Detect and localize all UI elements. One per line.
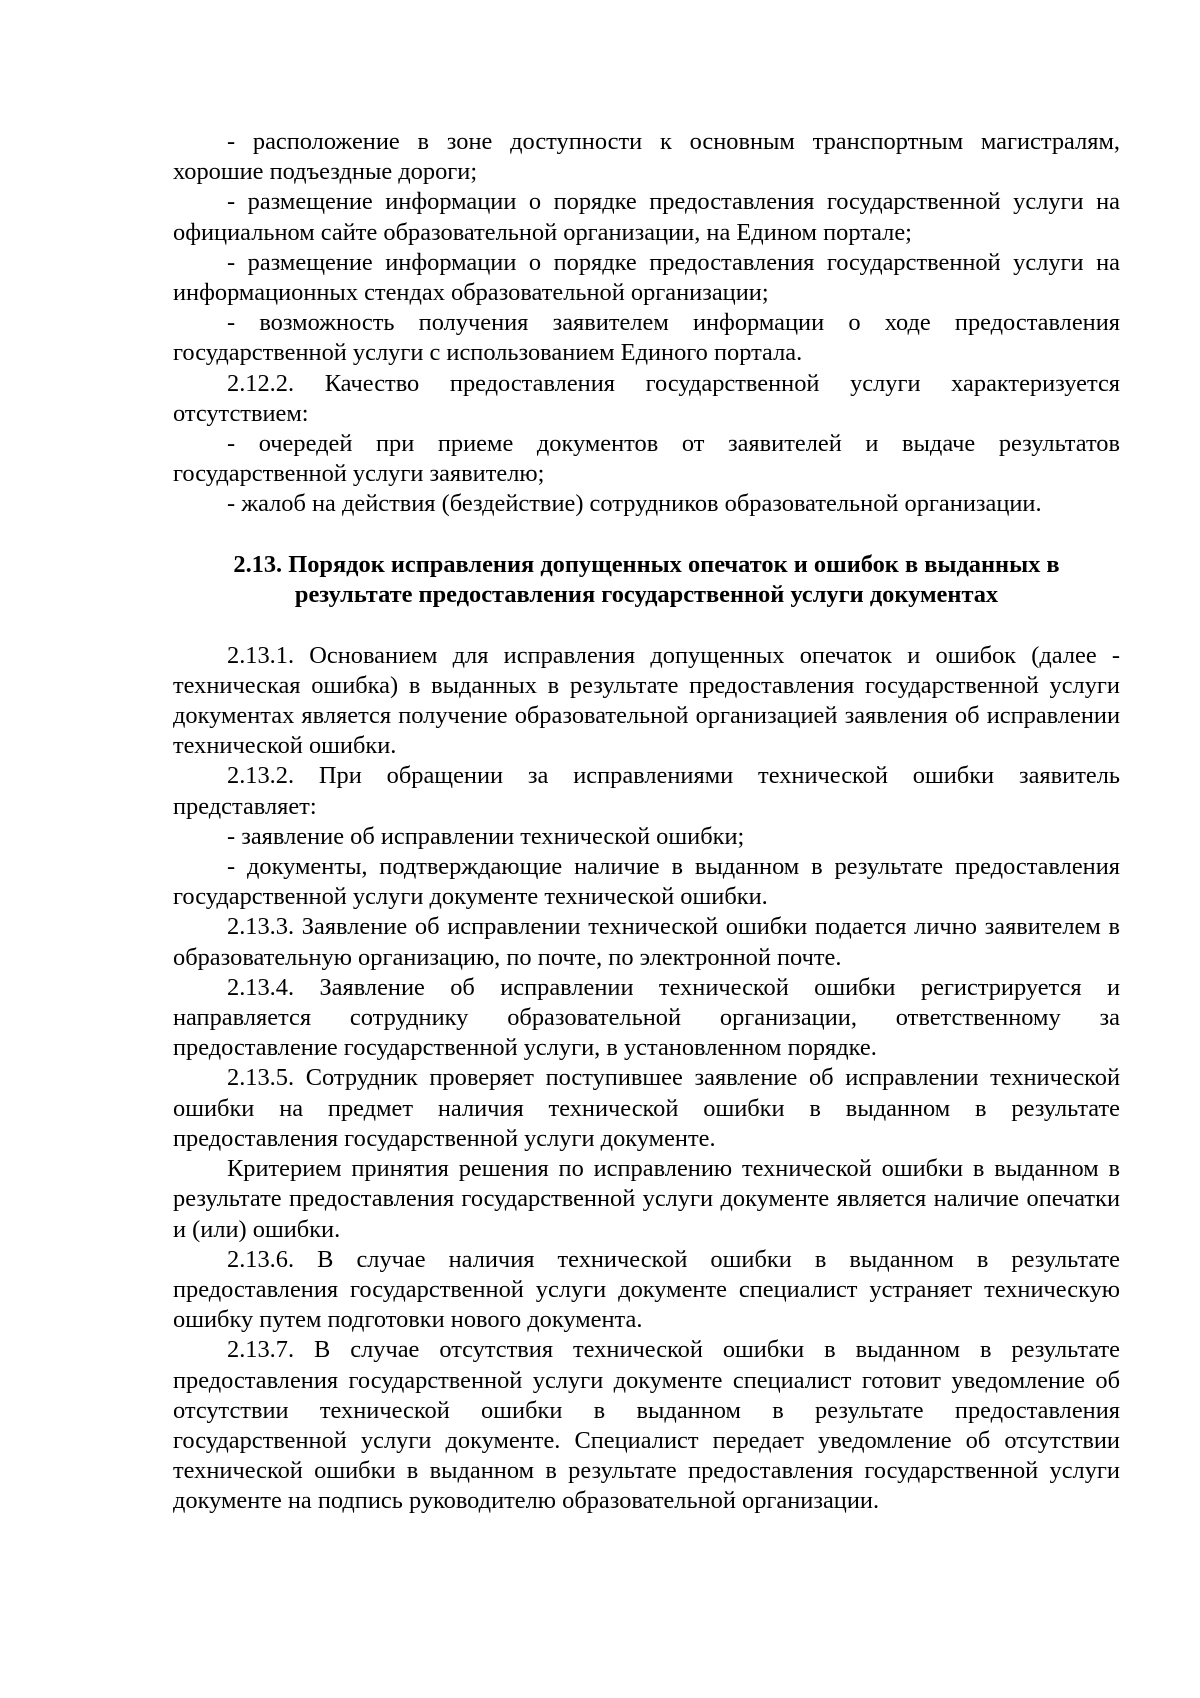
paragraph: 2.13.3. Заявление об исправлении технической ошибки подается лично заявителем в образовательную организацию, по почте, по электронной почте.: [173, 913, 1120, 971]
paragraph: Критерием принятия решения по исправлению технической ошибки в выданном в результате предоставления государственной услуги документе является наличие опечатки и (или) ошибки.: [173, 1155, 1120, 1243]
section-heading-line: 2.13. Порядок исправления допущенных опечаток и ошибок в выданных в: [233, 550, 1060, 578]
paragraph: - заявление об исправлении технической ошибки;: [227, 822, 745, 850]
paragraph: 2.13.5. Сотрудник проверяет поступившее заявление об исправлении технической ошибки на предмет наличия технической ошибки в выданном в результате предоставления государственной услуги документе.: [173, 1064, 1120, 1152]
paragraph: - очередей при приеме документов от заявителей и выдаче результатов государственной услуги заявителю;: [173, 430, 1120, 488]
document-page: [173, 127, 1120, 1517]
paragraph: 2.13.6. В случае наличия технической ошибки в выданном в результате предоставления государственной услуги документе специалист устраняет техническую ошибку путем подготовки нового документа.: [173, 1245, 1120, 1334]
paragraph: - возможность получения заявителем информации о ходе предоставления государственной услуги с использованием Единого портала.: [173, 309, 1120, 367]
paragraph: 2.13.2. При обращении за исправлениями технической ошибки заявитель представляет:: [173, 762, 1120, 820]
paragraph: - документы, подтверждающие наличие в выданном в результате предоставления государственной услуги документе технической ошибки.: [173, 853, 1120, 911]
paragraph: - размещение информации о порядке предоставления государственной услуги на информационных стендах образовательной организации;: [173, 248, 1120, 307]
paragraph: 2.13.1. Основанием для исправления допущенных опечаток и ошибок (далее - техническая ошибка) в выданных в результате предоставления государственной услуги документах является получение образовательной организацией заявления об исправлении технической ошибки.: [173, 641, 1120, 760]
paragraph: - расположение в зоне доступности к основным транспортным магистралям, хорошие подъездные дороги;: [173, 128, 1120, 186]
section-heading: [173, 550, 1120, 611]
paragraph: - жалоб на действия (бездействие) сотрудников образовательной организации.: [227, 490, 1042, 518]
paragraph: - размещение информации о порядке предоставления государственной услуги на официальном сайте образовательной организации, на Едином портале;: [173, 188, 1120, 246]
paragraph: 2.13.7. В случае отсутствия технической ошибки в выданном в результате предоставления государственной услуги документе специалист готовит уведомление об отсутствии технической ошибки в выданном в результате предоставления государственной услуги документе. Специалист передает уведомление об отсутствии технической ошибки в выданном в результате предоставления государственной услуги документе на подпись руководителю образовательной организации.: [173, 1336, 1120, 1515]
section-heading-line: результате предоставления государственной услуги документах: [294, 581, 999, 609]
paragraph: 2.12.2. Качество предоставления государственной услуги характеризуется отсутствием:: [173, 369, 1120, 427]
paragraph: 2.13.4. Заявление об исправлении технической ошибки регистрируется и направляется сотруднику образовательной организации, ответственному за предоставление государственной услуги, в установленном порядке.: [173, 973, 1120, 1062]
